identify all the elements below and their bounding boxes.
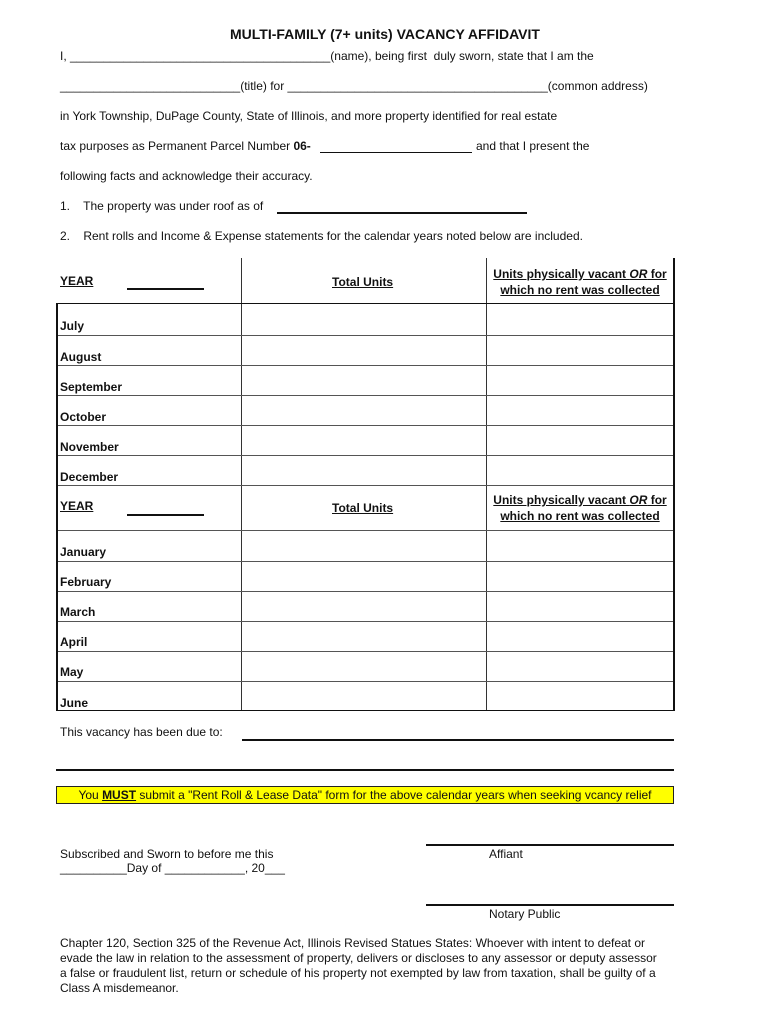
intro-line-parcel-end: and that I present the — [476, 139, 590, 153]
vacancy-reason-field-line-2[interactable] — [56, 769, 674, 771]
month-label: October — [60, 410, 107, 424]
month-label: February — [60, 575, 112, 589]
intro-line-parcel — [60, 139, 311, 153]
total-units-header-1: Total Units — [332, 275, 394, 289]
month-label: April — [60, 635, 88, 649]
intro-line-name: I, _______________________________________(name), being first duly sworn, state that I am the — [60, 49, 594, 63]
parcel-label: tax purposes as Permanent Parcel Number — [60, 139, 294, 153]
month-label: June — [60, 696, 89, 710]
parcel-number-field[interactable] — [320, 152, 472, 153]
month-label: September — [60, 380, 123, 394]
year-field-2[interactable] — [127, 514, 204, 516]
item-1-roof-date: 1. The property was under roof as of — [60, 199, 264, 213]
month-label: January — [60, 545, 107, 559]
intro-line-location: in York Township, DuPage County, State of Illinois, and more property identified for real estate — [60, 109, 558, 123]
intro-line-facts: following facts and acknowledge their accuracy. — [60, 169, 313, 183]
month-label: December — [60, 470, 119, 484]
sworn-line-2: __________Day of ____________, 20___ — [60, 861, 285, 875]
year-header-1: YEAR — [60, 274, 94, 288]
month-label: March — [60, 605, 96, 619]
vacancy-reason-label: This vacancy has been due to: — [60, 725, 223, 739]
month-label: July — [60, 319, 85, 333]
sworn-line-1: Subscribed and Sworn to before me this — [60, 847, 274, 861]
notary-label: Notary Public — [489, 907, 561, 921]
rent-roll-notice: You MUST submit a "Rent Roll & Lease Data" form for the above calendar years when seeking vcancy relief — [56, 786, 674, 804]
vacant-units-header-2: Units physically vacant OR for which no rent was collected — [493, 493, 667, 523]
month-label: November — [60, 440, 119, 454]
item-2-rent-rolls: 2. Rent rolls and Income & Expense statements for the calendar years noted below are included. — [60, 229, 583, 243]
intro-line-title: ___________________________(title) for _______________________________________(common address) — [60, 79, 648, 93]
total-units-header-2: Total Units — [332, 501, 394, 515]
parcel-prefix: 06- — [293, 139, 311, 153]
affiant-label: Affiant — [489, 847, 523, 861]
affiant-signature-line[interactable] — [426, 844, 674, 846]
month-label: May — [60, 665, 84, 679]
roof-date-field[interactable] — [277, 212, 527, 214]
year-field-1[interactable] — [127, 288, 204, 290]
month-label: August — [60, 350, 102, 364]
document-title: MULTI-FAMILY (7+ units) VACANCY AFFIDAVIT — [230, 26, 540, 42]
vacancy-reason-field[interactable] — [242, 739, 674, 741]
statute-notice: Chapter 120, Section 325 of the Revenue Act, Illinois Revised Statues States: Whoever with intent to defeat or evade the law in relation to the assessment of property, delivers or discloses to any assessor or deputy assessor a false or fraudulent list, return or schedule of his property not exempted by law from taxation, shall be guilty of a Class A misdemeanor. — [60, 936, 657, 995]
vacant-units-header-1: Units physically vacant OR for which no rent was collected — [493, 267, 667, 297]
year-header-2: YEAR — [60, 499, 94, 513]
notary-signature-line[interactable] — [426, 904, 674, 906]
